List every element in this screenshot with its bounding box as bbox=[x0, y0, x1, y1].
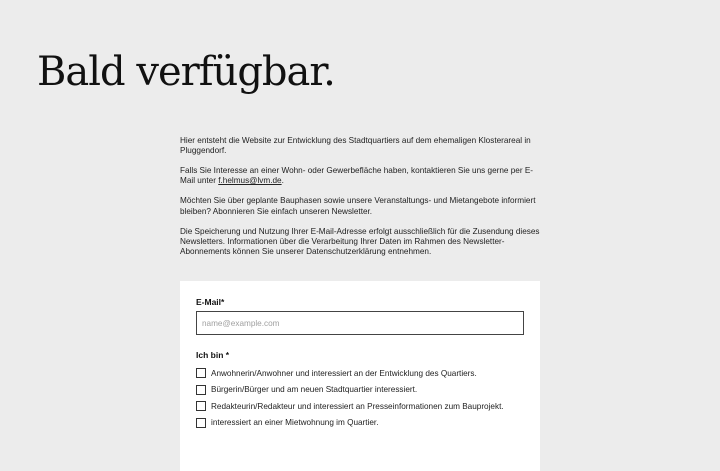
checkbox[interactable] bbox=[196, 385, 206, 395]
privacy-paragraph: Die Speicherung und Nutzung Ihrer E-Mail-Adresse erfolgt ausschließlich für die Zusendung dieses Newsletters. Informationen über die Verarbeitung Ihrer Daten im Rahmen des Newsletter-Abonnements können Sie unserer Datenschutzerklärung entnehmen. bbox=[180, 226, 540, 257]
newsletter-paragraph: Möchten Sie über geplante Bauphasen sowie unsere Veranstaltungs- und Mietangebote informiert bleiben? Abonnieren Sie einfach unseren Newsletter. bbox=[180, 196, 536, 216]
role-option-editor[interactable] bbox=[196, 400, 504, 412]
intro-paragraph: Hier entsteht die Website zur Entwicklung des Stadtquartiers auf dem ehemaligen Klosterareal in Pluggendorf. bbox=[180, 136, 531, 156]
role-option-label: interessiert an einer Mietwohnung im Quartier. bbox=[211, 418, 379, 428]
newsletter-form bbox=[180, 281, 540, 471]
contact-text: Falls Sie Interesse an einer Wohn- oder Gewerbefläche haben, kontaktieren Sie uns gerne per E-Mail unter bbox=[180, 166, 534, 186]
intro-text bbox=[180, 136, 540, 267]
checkbox[interactable] bbox=[196, 401, 206, 411]
contact-paragraph bbox=[180, 166, 540, 186]
role-option-tenant[interactable] bbox=[196, 417, 504, 429]
role-label: Ich bin * bbox=[196, 350, 230, 360]
role-option-label: Bürgerin/Bürger und am neuen Stadtquartier interessiert. bbox=[211, 385, 418, 395]
email-label: E-Mail* bbox=[196, 297, 225, 307]
role-option-label: Anwohnerin/Anwohner und interessiert an der Entwicklung des Quartiers. bbox=[211, 368, 477, 378]
checkbox[interactable] bbox=[196, 418, 206, 428]
checkbox[interactable] bbox=[196, 368, 206, 378]
role-options bbox=[196, 367, 504, 433]
contact-email-link[interactable]: f.helmus@lvm.de bbox=[218, 176, 282, 186]
role-option-resident[interactable] bbox=[196, 367, 504, 379]
email-input[interactable] bbox=[196, 311, 524, 335]
contact-text-end: . bbox=[281, 176, 284, 186]
page-headline: Bald verfügbar. bbox=[37, 49, 335, 95]
role-option-label: Redakteurin/Redakteur und interessiert an Presseinformationen zum Bauprojekt. bbox=[211, 401, 504, 411]
role-option-citizen[interactable] bbox=[196, 384, 504, 396]
